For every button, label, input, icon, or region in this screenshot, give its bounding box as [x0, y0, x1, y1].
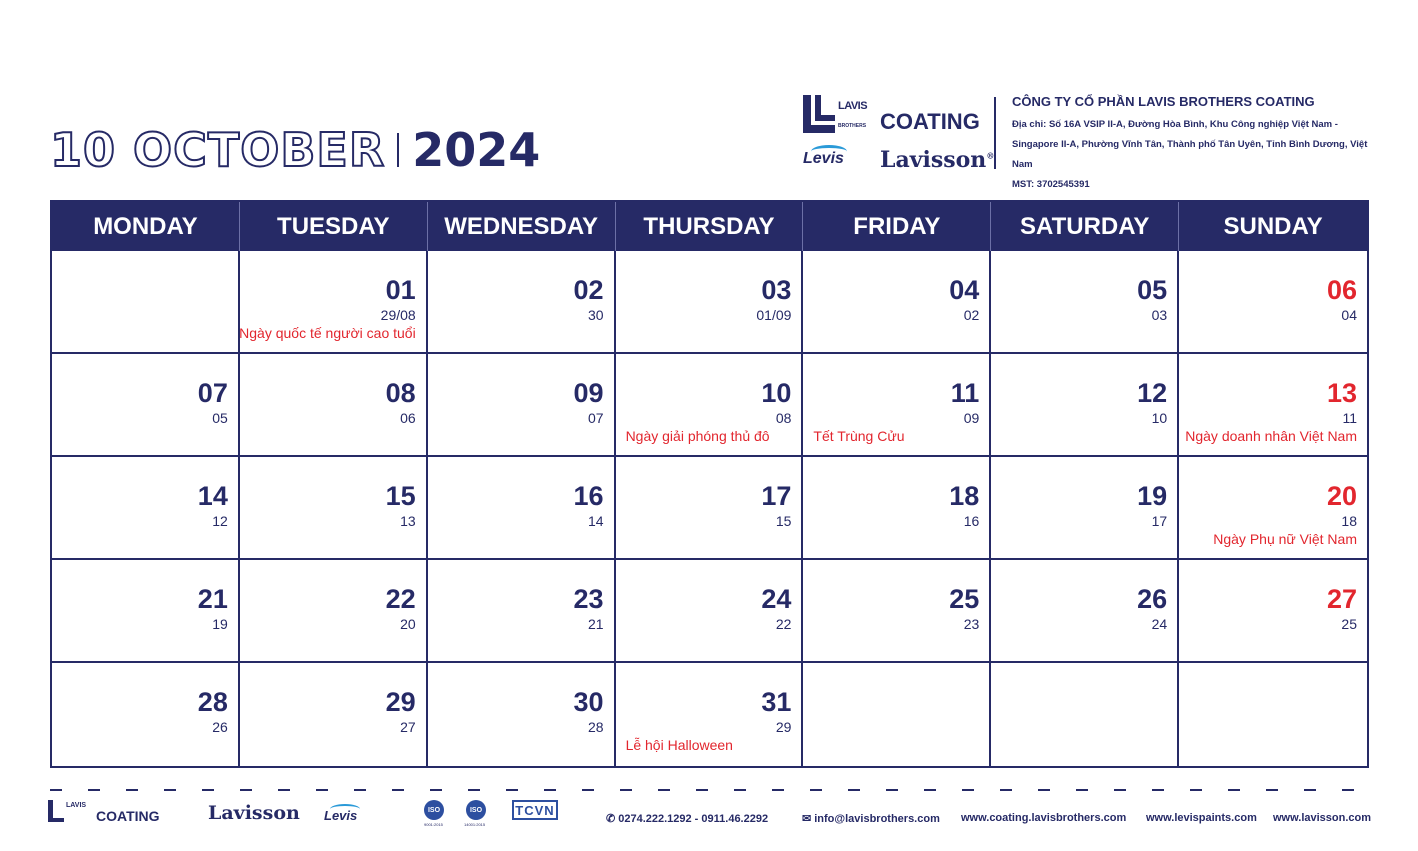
footer-link-coating[interactable]: www.coating.lavisbrothers.com: [961, 812, 1127, 824]
day-cell: [428, 251, 616, 354]
company-address-line2: Singapore II-A, Phường Vĩnh Tân, Thành phố Tân Uyên, Tỉnh Bình Dương, Việt Nam: [1012, 139, 1368, 170]
lunar-date: 20: [400, 616, 416, 632]
footer-levis-logo: Levis: [324, 808, 358, 823]
lavisson-text: Lavisson: [880, 147, 987, 173]
day-number: 16: [573, 481, 604, 511]
lunar-date: 01/09: [756, 307, 792, 323]
lunar-date: 25: [1341, 616, 1357, 632]
calendar-grid: [50, 200, 1369, 768]
day-number: 26: [1137, 584, 1168, 614]
lunar-date: 05: [212, 410, 228, 426]
day-cell: [240, 354, 428, 457]
lunar-date: 23: [963, 616, 980, 632]
lunar-date: 29: [775, 719, 792, 735]
holiday-label: Ngày doanh nhân Việt Nam: [1185, 428, 1357, 444]
day-number: 04: [949, 275, 980, 305]
footer: [48, 798, 1378, 838]
day-number: 19: [1137, 481, 1168, 511]
day-number: 24: [761, 584, 792, 614]
day-cell: [428, 354, 616, 457]
lunar-date: 22: [775, 616, 792, 632]
lunar-date: 14: [587, 513, 604, 529]
footer-lavisson-logo: Lavisson: [208, 802, 300, 824]
day-cell: [616, 251, 804, 354]
empty-day-cell: [991, 663, 1179, 766]
phone-icon: ✆: [606, 813, 616, 825]
lunar-date: 09: [963, 410, 980, 426]
weekday-header: [52, 202, 1367, 251]
lunar-date: 17: [1151, 513, 1168, 529]
day-number: 21: [197, 584, 228, 614]
empty-day-cell: [803, 663, 991, 766]
day-cell: [803, 251, 991, 354]
lunar-date: 03: [1151, 307, 1168, 323]
lavis-mark: LAVIS: [838, 100, 868, 112]
footer-link-levispaints[interactable]: www.levispaints.com: [1146, 812, 1257, 824]
day-number: 02: [573, 275, 604, 305]
day-number: 15: [385, 481, 416, 511]
day-number: 25: [949, 584, 980, 614]
lunar-date: 30: [587, 307, 604, 323]
day-cell: [240, 663, 428, 766]
month-label: 10 OCTOBER: [50, 123, 386, 177]
iso-14001-caption: 14001:2015: [464, 822, 486, 827]
lunar-date: 29/08: [380, 307, 416, 323]
lunar-date: 11: [1342, 410, 1357, 426]
day-number: 22: [385, 584, 416, 614]
footer-dashed-line: [50, 789, 1369, 791]
lunar-date: 24: [1151, 616, 1168, 632]
email-text: info@lavisbrothers.com: [814, 813, 940, 825]
lunar-date: 28: [587, 719, 604, 735]
day-cell: [803, 457, 991, 560]
day-number: 20: [1326, 481, 1357, 511]
phone-text: 0274.222.1292 - 0911.46.2292: [618, 813, 769, 825]
day-cell: [991, 251, 1179, 354]
day-cell: [52, 663, 240, 766]
day-number: 09: [573, 378, 604, 408]
company-tax-code: MST: 3702545391: [1012, 179, 1090, 190]
lunar-date: 04: [1341, 307, 1357, 323]
company-name: CÔNG TY CỔ PHẦN LAVIS BROTHERS COATING: [1012, 94, 1315, 109]
lunar-date: 12: [212, 513, 228, 529]
lavisson-logo: [880, 147, 994, 173]
holiday-label: Ngày giải phóng thủ đô: [625, 428, 770, 444]
lunar-date: 15: [775, 513, 792, 529]
lunar-date: 10: [1151, 410, 1168, 426]
levis-logo: Levis: [803, 150, 844, 167]
day-cell: [240, 457, 428, 560]
day-cell: [428, 457, 616, 560]
day-number: 23: [573, 584, 604, 614]
day-cell: [52, 560, 240, 663]
day-cell: [803, 560, 991, 663]
day-number: 10: [761, 378, 792, 408]
day-number: 08: [385, 378, 416, 408]
day-cell: [240, 560, 428, 663]
day-number: 13: [1326, 378, 1357, 408]
lunar-date: 07: [587, 410, 604, 426]
day-number: 06: [1326, 275, 1357, 305]
day-cell: [428, 560, 616, 663]
holiday-label: Ngày quốc tế người cao tuổi: [239, 325, 416, 341]
registered-mark: ®: [986, 150, 995, 161]
footer-lavis-logo-icon: [48, 800, 64, 822]
day-number: 31: [761, 687, 792, 717]
brand-divider: [994, 97, 996, 169]
day-number: 17: [761, 481, 792, 511]
footer-link-lavisson[interactable]: www.lavisson.com: [1273, 812, 1372, 824]
empty-day-cell: [1179, 663, 1367, 766]
day-number: 11: [950, 378, 980, 408]
weekday-saturday: SATURDAY: [991, 202, 1179, 251]
day-cell: [616, 354, 804, 457]
day-cell: [428, 663, 616, 766]
year-label: 2024: [412, 123, 541, 177]
brand-logos: [803, 95, 995, 175]
weekday-sunday: SUNDAY: [1223, 212, 1323, 240]
day-cell: [52, 354, 240, 457]
holiday-label: Ngày Phụ nữ Việt Nam: [1213, 531, 1357, 547]
day-cell: [1179, 354, 1367, 457]
company-address-line1: Địa chỉ: Số 16A VSIP II-A, Đường Hòa Bình, Khu Công nghiệp Việt Nam -: [1012, 119, 1338, 130]
day-cell: [240, 251, 428, 354]
company-info: [1012, 94, 1372, 195]
footer-lavis-mark: LAVIS: [66, 802, 87, 809]
lunar-date: 19: [212, 616, 228, 632]
day-cell: [616, 457, 804, 560]
lunar-date: 18: [1341, 513, 1357, 529]
day-number: 30: [573, 687, 604, 717]
lavis-logo-icon: [803, 95, 835, 133]
weekday-thursday: THURSDAY: [616, 202, 804, 251]
lunar-date: 21: [587, 616, 604, 632]
lunar-date: 02: [963, 307, 980, 323]
day-number: 05: [1137, 275, 1168, 305]
title-divider: [397, 133, 399, 167]
day-cell: [991, 354, 1179, 457]
iso-9001-badge-icon: ISO: [424, 800, 444, 820]
lunar-date: 13: [400, 513, 416, 529]
lunar-date: 26: [212, 719, 228, 735]
weekday-monday: MONDAY: [52, 202, 240, 251]
day-cell: [616, 663, 804, 766]
day-number: 03: [761, 275, 792, 305]
mail-icon: ✉: [802, 813, 812, 825]
weekday-friday: FRIDAY: [803, 202, 991, 251]
tcvn-badge: TCVN: [512, 800, 558, 820]
day-cell: [991, 560, 1179, 663]
day-cell: [616, 560, 804, 663]
day-number: 01: [385, 275, 416, 305]
day-number: 07: [197, 378, 228, 408]
weekday-wednesday: WEDNESDAY: [428, 202, 616, 251]
iso-9001-caption: 9001:2015: [424, 822, 443, 827]
footer-email[interactable]: [802, 812, 940, 825]
iso-14001-badge-icon: ISO: [466, 800, 486, 820]
day-number: 14: [197, 481, 228, 511]
calendar-title: [50, 120, 540, 180]
day-number: 18: [949, 481, 980, 511]
day-number: 28: [197, 687, 228, 717]
day-number: 12: [1137, 378, 1168, 408]
footer-coating-wordmark: COATING: [96, 808, 160, 824]
day-number: 27: [1326, 584, 1357, 614]
day-cell: [1179, 251, 1367, 354]
empty-day-cell: [52, 251, 240, 354]
day-cell: [1179, 560, 1367, 663]
lunar-date: 16: [963, 513, 980, 529]
holiday-label: Tết Trùng Cửu: [813, 428, 905, 444]
brothers-mark: BROTHERS: [838, 123, 867, 129]
weekday-tuesday: TUESDAY: [240, 202, 428, 251]
lunar-date: 06: [400, 410, 416, 426]
holiday-label: Lễ hội Halloween: [625, 737, 733, 753]
footer-phone: [606, 812, 768, 825]
day-number: 29: [385, 687, 416, 717]
day-cell: [52, 457, 240, 560]
day-cell: [803, 354, 991, 457]
lunar-date: 08: [775, 410, 792, 426]
lunar-date: 27: [400, 719, 416, 735]
day-cell: [991, 457, 1179, 560]
day-cell: [1179, 457, 1367, 560]
calendar-days: [52, 251, 1367, 766]
coating-wordmark: COATING: [880, 109, 980, 134]
